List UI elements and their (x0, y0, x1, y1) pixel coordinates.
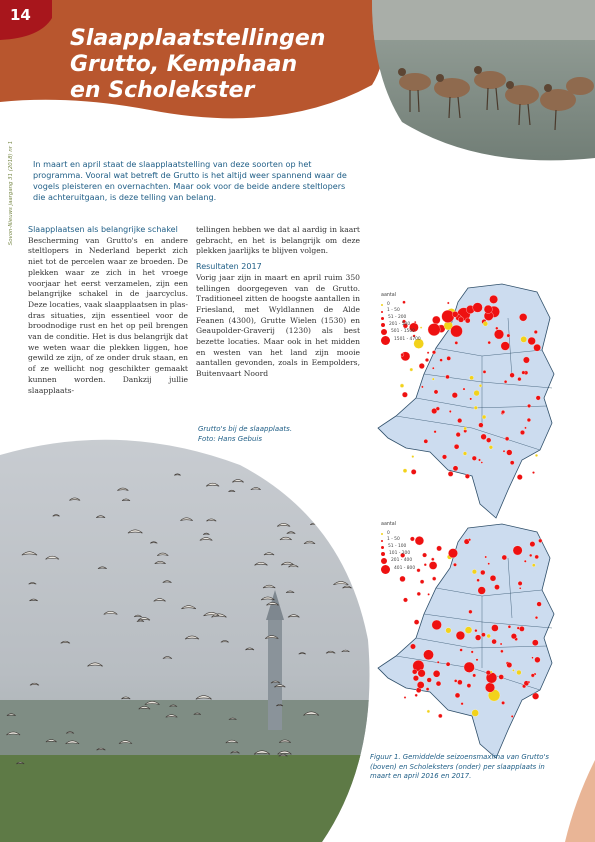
map-dot (524, 427, 526, 429)
map-dot (479, 384, 482, 387)
map-dot (471, 651, 474, 654)
map-dot (464, 662, 475, 673)
intro-paragraph: In maart en april staat de slaapplaatstelling van deze soorten op het programma. Vooral wat betreft de Grutto is het altijd weer spannend waar de vogels pleisteren en overnachten. Maar ook voor de beide andere steltlopers die achteruitgaan, is deze telling van belang. (33, 159, 347, 202)
map-dot (500, 650, 503, 653)
map-dot (456, 631, 465, 640)
map-dot (437, 546, 442, 551)
map-dot (503, 450, 505, 452)
map-dot (491, 625, 498, 632)
map-dot (452, 311, 458, 317)
page-title (70, 26, 325, 104)
flying-bird (328, 491, 337, 493)
map-dot (488, 563, 490, 565)
map-dot (424, 563, 427, 566)
legend-dot (381, 565, 390, 574)
caption-line: Grutto's bij de slaapplaats. (198, 425, 293, 433)
legend-dot (381, 329, 387, 335)
map-dot (455, 693, 460, 698)
map-dot (489, 445, 493, 449)
map-dot (510, 373, 515, 378)
map-dot (446, 628, 452, 634)
map-dot (402, 392, 407, 397)
legend-label: 201 - 400 (391, 557, 413, 563)
legend-dot (381, 552, 385, 556)
map-dot (511, 715, 513, 717)
map-dot (512, 669, 514, 671)
map-dot (431, 558, 434, 561)
map-dot (502, 555, 507, 560)
flying-bird (331, 487, 340, 489)
map-dot (507, 334, 510, 337)
map-dot (476, 659, 478, 661)
map-dot (453, 466, 458, 471)
map-dot (519, 626, 524, 631)
map-dot (418, 670, 426, 678)
map-dot (492, 639, 497, 644)
map-dot (415, 694, 418, 697)
map-dot (517, 670, 522, 675)
legend-label: 0 (387, 530, 390, 536)
map-dot (465, 627, 472, 634)
map-dot (454, 444, 459, 449)
map-dot (432, 351, 436, 355)
map-dot (432, 367, 434, 369)
map-dot (528, 681, 530, 683)
map-dot (499, 675, 504, 680)
map-dot (524, 560, 526, 562)
map-dot (510, 461, 514, 465)
map-dot (426, 688, 429, 691)
map-dot (434, 430, 437, 433)
legend-dot (381, 336, 390, 345)
map-dot (400, 576, 406, 582)
legend-dot (381, 317, 384, 320)
legend-row (381, 336, 421, 346)
map-dot (465, 474, 470, 479)
legend-label: 51 - 200 (388, 315, 407, 321)
map-dot (456, 432, 461, 437)
map-dot (442, 455, 447, 460)
map-dot (458, 317, 464, 323)
legend-label: 1 - 50 (387, 537, 400, 543)
map-dot (475, 635, 481, 641)
map-dot (532, 640, 538, 646)
map-dot (534, 344, 541, 351)
map-dot (532, 657, 534, 659)
map-dot (530, 541, 535, 546)
map-dot (427, 678, 432, 683)
map-dot (449, 410, 451, 412)
title-line: Grutto, Kemphaan (70, 52, 298, 77)
map-dot (478, 459, 480, 461)
legend-label: 201 - 500 (389, 322, 411, 328)
map-dot (464, 427, 467, 430)
map-dot (470, 398, 472, 400)
map-dot (486, 670, 491, 675)
map-dot (461, 702, 464, 705)
map-dot (519, 587, 521, 589)
legend-row (381, 551, 415, 558)
map-dot (400, 384, 404, 388)
map-dot (481, 462, 483, 464)
map-dot (463, 452, 467, 456)
map-dot (415, 536, 424, 545)
map-dot (487, 634, 491, 638)
legend-label: 1 - 50 (387, 308, 400, 314)
map-dot (403, 598, 407, 602)
map-dot (483, 321, 488, 326)
map-dot (468, 538, 471, 541)
map-dot (437, 661, 439, 663)
photo-credit: Foto: Hans Gebuis (198, 435, 262, 443)
map-dot (428, 323, 440, 335)
title-line: Slaapplaatstellingen (70, 26, 326, 51)
journal-reference: Sovon-Nieuws jaargang 31 (2018) nr 1 (8, 140, 14, 246)
map-dot (534, 330, 538, 334)
map-dot (410, 644, 415, 649)
flying-bird (312, 485, 319, 487)
article-column-2 (196, 225, 360, 380)
map-dot (434, 390, 438, 394)
legend-row (381, 558, 415, 565)
top-photo-godwits (360, 0, 595, 170)
map-dot (507, 662, 512, 667)
map-dot (517, 627, 520, 630)
map-dot (448, 549, 457, 558)
map-dot (404, 696, 406, 698)
map-dot (451, 325, 463, 337)
map-dot (432, 577, 436, 581)
map-dot (433, 670, 440, 677)
map-dot (474, 390, 480, 396)
map-dot (518, 377, 522, 381)
map-dot (494, 330, 504, 340)
map-dot (480, 570, 485, 575)
map-dot (490, 575, 496, 581)
map-dot (535, 616, 538, 619)
flying-bird (301, 473, 312, 475)
map-dot (411, 469, 416, 474)
map-dot (481, 434, 487, 440)
map-dot (532, 564, 535, 567)
legend-row (381, 544, 415, 551)
map-dot (414, 620, 419, 625)
bottom-accent-arc (565, 760, 595, 842)
map-dot (538, 539, 542, 543)
map-dot (481, 633, 485, 637)
map-dot (417, 569, 421, 573)
map-dot (419, 363, 425, 369)
map-dot (519, 313, 527, 321)
map-dot (410, 368, 413, 371)
map-dot (531, 674, 535, 678)
map-dot (473, 303, 483, 313)
map-dot (483, 370, 486, 373)
map-dot (501, 342, 510, 351)
map-dot (474, 406, 478, 410)
map-dot (535, 454, 538, 457)
map-dot (421, 386, 423, 388)
map-dot (528, 337, 536, 345)
map-dot (521, 336, 527, 342)
photo-caption (198, 424, 358, 444)
body-text: Bescherming van Grutto's en andere steltlopers in Nederland beperkt zich niet tot de percelen waar ze broeden. De plekken waar ze zich in het vroege voorjaar het eerst verzamelen, zijn een belangrijke schakel in de jaarcyclus. Deze locaties, vaak slaapplaatsen in plas-dras situaties, zijn essentieel voor de broodnodige rust en het op peil brengen van de conditie. Het is dus belangrijk dat we weten waar die plekken liggen, hoe gewild ze zijn, of ze onder druk staan, en of ze wellicht nog geschikter gemaakt kunnen worden. Dankzij jullie slaapplaats- (28, 235, 188, 395)
map-dot (488, 341, 491, 344)
section-heading: Resultaten 2017 (196, 262, 262, 272)
map-dot (417, 681, 424, 688)
map-dot (500, 643, 502, 645)
legend-row (381, 329, 421, 336)
map-dot (460, 649, 463, 652)
map-dot (506, 450, 512, 456)
map-dot (417, 592, 421, 596)
map-dot (472, 456, 477, 461)
legend-label: 501 - 1500 (391, 328, 415, 334)
legend-row (381, 322, 421, 329)
map-dot (495, 327, 498, 330)
body-text: Vorig jaar zijn in maart en april ruim 350 tellingen doorgegeven van de Grutto. Traditioneel zitten de hoogste aantallen in Friesland, met Wyldlannen de Alde Feanen (4300), Grutte Wielen (1530) en Geaupolder-Graverij (1230) als best bezette locaties. Maar ook in het midden en westen van het land zijn mooie aantallen gevonden, zoals in Eempolders, Buitenvaart Noord (196, 272, 360, 379)
map-dot (505, 437, 509, 441)
legend-row (381, 565, 415, 575)
map-dot (447, 356, 451, 360)
map-dot (472, 710, 479, 717)
map-dot (438, 714, 442, 718)
map-dot (472, 569, 477, 574)
legend-label: 51 - 100 (388, 544, 407, 550)
map-dot (477, 579, 480, 582)
map-dot (535, 657, 541, 663)
map-dot (469, 610, 473, 614)
map-dot (520, 430, 525, 435)
map-dot (429, 562, 437, 570)
map-dot (436, 681, 441, 686)
map-legend-scholekster (381, 522, 415, 575)
map-dot (537, 602, 542, 607)
map-dot (511, 633, 517, 639)
map-dot (501, 701, 504, 704)
map-dot (413, 675, 419, 681)
map-dot (527, 404, 531, 408)
map-dot (470, 376, 474, 380)
map-dot (420, 580, 424, 584)
legend-dot (381, 311, 383, 313)
map-dot (513, 546, 522, 555)
map-dot (447, 302, 449, 304)
map-dot (485, 683, 495, 693)
map-dot (453, 563, 456, 566)
legend-dot (381, 533, 383, 535)
map-dot (504, 380, 507, 383)
map-dot (486, 438, 491, 443)
legend-dot (381, 323, 385, 327)
map-dot (442, 310, 455, 323)
legend-label: 0 (387, 301, 390, 307)
map-dot (482, 415, 486, 419)
legend-title: aantal (381, 522, 397, 527)
legend-title: aantal (381, 293, 397, 298)
map-dot (535, 555, 539, 559)
map-dot (508, 625, 511, 628)
map-dot (436, 407, 440, 411)
title-line: en Scholekster (70, 78, 255, 103)
map-dot (489, 295, 497, 303)
map-dot (432, 378, 434, 380)
map-dot (446, 375, 450, 379)
legend-label: 101 - 200 (389, 551, 411, 557)
legend-label: 401 - 800 (394, 566, 416, 572)
map-dot (532, 693, 539, 700)
map-dot (485, 556, 487, 558)
map-dot (412, 455, 414, 457)
legend-row (381, 315, 421, 322)
map-dot (479, 423, 484, 428)
legend-dot (381, 546, 384, 549)
article-column-1 (28, 225, 188, 396)
map-dot (422, 553, 426, 557)
map-dot (473, 674, 476, 677)
map-dot (457, 418, 462, 423)
map-dot (455, 341, 458, 344)
map-dot (536, 396, 541, 401)
map-dot (484, 305, 492, 313)
map-dot (518, 581, 522, 585)
map-dot (457, 680, 462, 685)
map-dot (401, 353, 404, 356)
map-dot (465, 318, 470, 323)
map-dot (427, 710, 430, 713)
map-dot (432, 316, 440, 324)
map-dot (532, 471, 534, 473)
map-dot (475, 629, 478, 632)
map-dot (412, 669, 417, 674)
map-dot (448, 471, 453, 476)
map-dot (467, 684, 471, 688)
map-dot (424, 439, 428, 443)
map-dot (454, 679, 457, 682)
map-dot (452, 392, 458, 398)
map-dot (425, 358, 429, 362)
map-dot (517, 474, 522, 479)
legend-label: 1501 - 4700 (394, 337, 421, 343)
map-dot (527, 418, 531, 422)
legend-dot (381, 304, 383, 306)
legend-dot (381, 558, 387, 564)
map-dot (440, 359, 443, 362)
legend-dot (381, 540, 383, 542)
map-dot (522, 371, 526, 375)
map-dot (478, 587, 486, 595)
map-dot (494, 585, 499, 590)
flying-bird (274, 475, 283, 477)
section-heading: Slaapplaatsen als belangrijke schakel (28, 225, 178, 234)
map-dot (428, 593, 430, 595)
map-dot (403, 469, 407, 473)
body-text: tellingen hebben we dat al aardig in kaart gebracht, en het is belangrijk om deze plekken jaarlijks te blijven volgen. (196, 225, 360, 256)
map-dot (423, 650, 433, 660)
map-dot (446, 662, 450, 666)
page-number: 14 (10, 6, 31, 24)
bottom-photo-birds (0, 420, 380, 842)
map-dot (529, 554, 532, 557)
map-legend-grutto (381, 293, 421, 346)
map-dot (501, 410, 505, 414)
figure-caption: Figuur 1. Gemiddelde seizoensmaxima van Grutto's (boven) en Scholeksters (onder) per slaapplaats in maart en april 2016 en 2017. (370, 753, 550, 781)
map-dot (427, 352, 429, 354)
map-dot (432, 620, 442, 630)
map-dot (523, 357, 529, 363)
map-dot (463, 388, 465, 390)
